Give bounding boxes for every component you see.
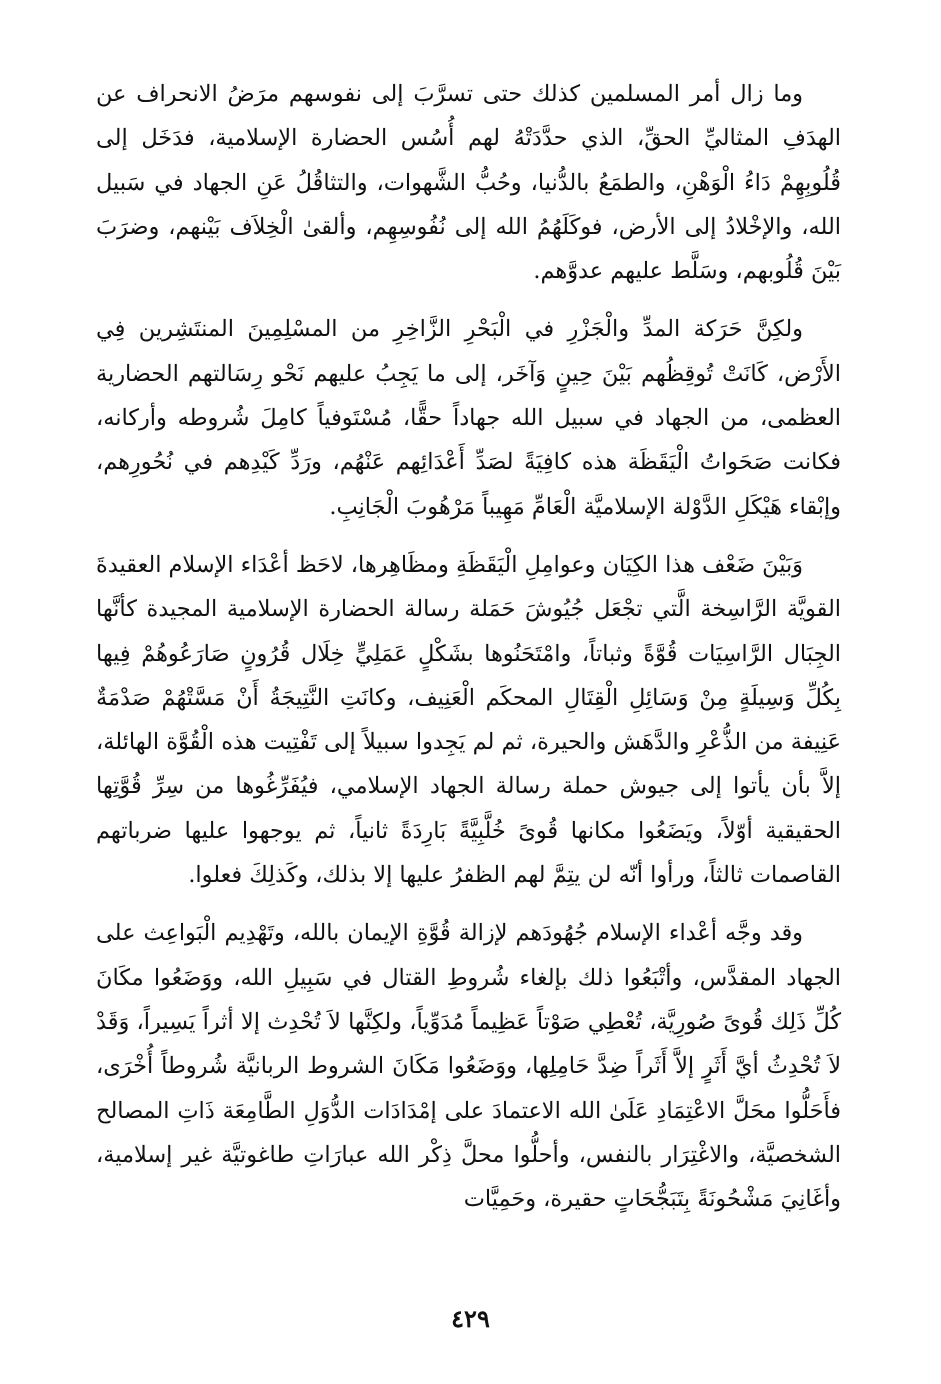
paragraph-2: ولكِنَّ حَرَكة المدِّ والْجَزْرِ في الْبَحْرِ الزَّاخِرِ من المسْلِمِينَ المنتَشِرين فِي الأَرْض، كَانَتْ تُوقِظُهم بَيْنَ حِينٍ وَآخَر، إلى ما يَجِبُ عليهم نَحْو رِسَالتهم الحضارية العظمى، من الجهاد في سبيل الله جهاداً حقًّا، مُسْتَوفياً كامِلَ شُروطه وأركانه، فكانت صَحَواتُ الْيَقَظَة هذه كافِيَةً لصَدِّ أَعْدَائِهم عَنْهُم، ورَدِّ كَيْدِهم في نُحُورِهم، وإبْقاء هَيْكَلِ الدَّوْلة الإسلاميَّة الْعَامِّ مَهِيباً مَرْهُوبَ الْجَانِبِ.: [96, 316, 841, 520]
page-number: ٤٢٩: [451, 1304, 490, 1333]
paragraph-4: وقد وجَّه أعْداء الإسلام جُهُودَهم لإزالة قُوَّةِ الإيمان بالله، وتَهْدِيم الْبَواعِث على الجهاد المقدَّس، وأتْبَعُوا ذلك بإلغاء شُروطِ القتال في سَبِيلِ الله، ووَضَعُوا مكَانَ كُلِّ ذَلِك قُوىً صُورِيَّة، تُعْطِي صَوْتاً عَظِيماً مُدَوِّياً، ولكِنَّها لاَ تُحْدِث إلا أثراً يَسِيراً، وَقَدْ لاَ تُحْدِثُ أيَّ أَثَرٍ إلاَّ أَثَراً ضِدَّ حَامِلِها، ووَضَعُوا مَكَانَ الشروط الربانيَّة شُروطاً أُخْرَى، فأَحَلُّوا محَلَّ الاعْتِمَادِ عَلَىٰ الله الاعتمادَ على إمْدَادَات الدُّوَلِ الطَّامِعَة ذَاتِ المصالح الشخصيَّة، والاغْتِرَار بالنفس، وأحلُّوا محلَّ ذِكْر الله عبارَاتِ طاغوتيَّة غير إسلامية، وأغَانِيَ مَشْحُونَةً بِتَبَجُّحَاتٍ حقيرة، وحَمِيَّات: [96, 920, 841, 1213]
page-text-block: [96, 72, 841, 1235]
paragraph-3: وَبَيْنَ ضَعْف هذا الكِيَان وعوامِلِ الْيَقَظَةِ ومظَاهِرها، لاحَظ أعْدَاء الإسلام العقيدةَ القويَّة الرَّاسِخة الَّتي تجْعَل جُيُوشَ حَمَلة رسالة الحضارة الإسلامية المجيدة كأنَّها الجِبَال الرَّاسِيَات قُوَّةً وثباتاً، وامْتَحَنُوها بشَكْلٍ عَمَلِيٍّ خِلَال قُرُونٍ صَارَعُوهُمْ فِيها بِكُلِّ وَسِيلَةٍ مِنْ وَسَائِلِ الْقِتَالِ المحكَم الْعَنِيف، وكانَتِ النَّتِيجَةُ أَنْ مَسَّتْهُمْ صَدْمَةٌ عَنِيفة من الذُّعْرِ والدَّهَش والحيرة، ثم لم يَجِدوا سبيلاً إلى تَفْتِيت هذه الْقُوَّة الهائلة، إلاَّ بأن يأتوا إلى جيوش حملة رسالة الجهاد الإسلامي، فيُفَرِّغُوها من سِرِّ قُوَّتِها الحقيقية أوّلاً، ويَضَعُوا مكانها قُوىً خُلَّبِيَّةً بَارِدَةً ثانياً، ثم يوجهوا عليها ضرباتهم القاصمات ثالثاً، ورأوا أنّه لن يتِمَّ لهم الظفرُ عليها إلا بذلك، وكَذلِكَ فعلوا.: [96, 551, 841, 889]
paragraph-1: وما زال أمر المسلمين كذلك حتى تسرَّبَ إلى نفوسهم مرَضُ الانحراف عن الهدَفِ المثاليِّ الحقِّ، الذي حدَّدَتْهُ لهم أُسُس الحضارة الإسلامية، فدَخَل إلى قُلُوبِهِمْ دَاءُ الْوَهْنِ، والطمَعُ بالدُّنيا، وحُبُّ الشَّهوات، والتثاقُلُ عَنِ الجهاد في سَبيل الله، والإخْلادُ إلى الأرض، فوكَلَهُمُ الله إلى نُفُوسِهِم، وألقىٰ الْخِلاَف بَيْنهم، وضرَبَ بَيْنَ قُلُوبهم، وسَلَّط عليهم عدوَّهم.: [96, 81, 841, 285]
